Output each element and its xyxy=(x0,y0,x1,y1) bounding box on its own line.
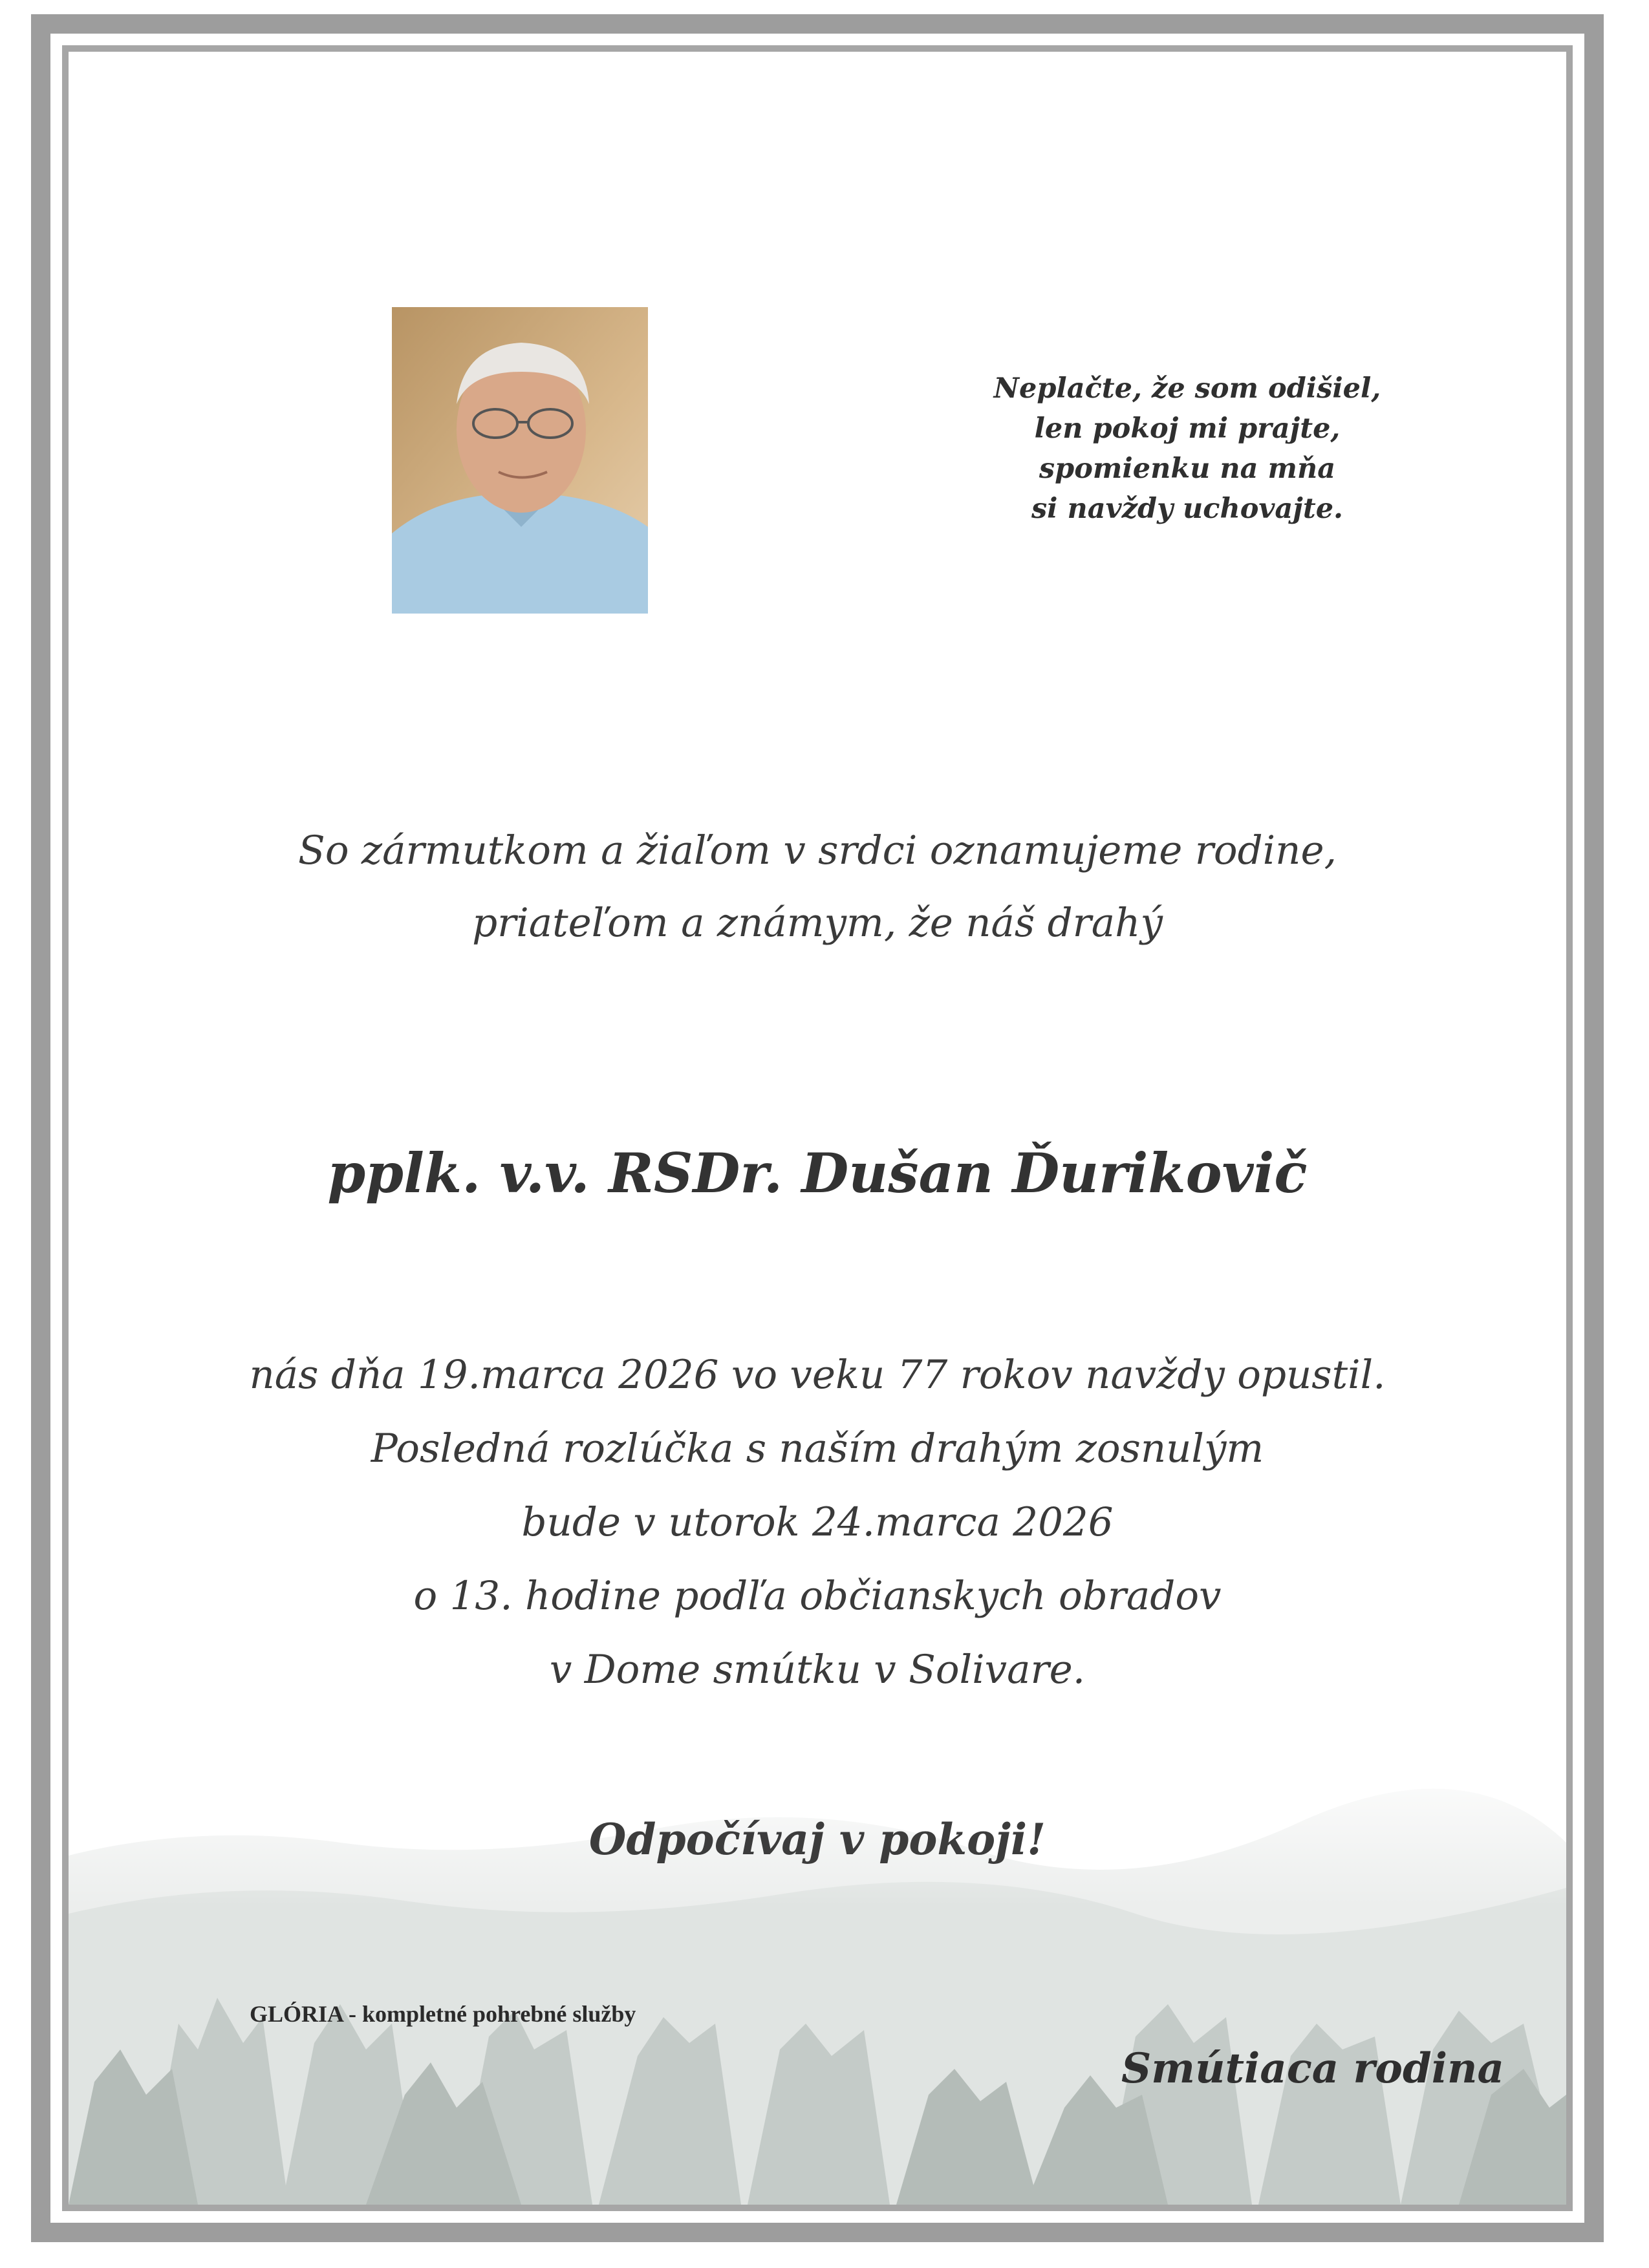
announcement-intro xyxy=(69,815,1566,959)
details-line: nás dňa 19.marca 2026 vo veku 77 rokov navždy opustil. xyxy=(249,1352,1386,1398)
memorial-quote xyxy=(909,369,1465,529)
details-line: Posledná rozlúčka s naším drahým zosnulým xyxy=(371,1426,1264,1471)
obituary-card xyxy=(69,52,1566,2205)
intro-line: priateľom a známym, že náš drahý xyxy=(472,900,1163,946)
funeral-service-company: GLÓRIA - kompletné pohrebné služby xyxy=(250,2001,636,2027)
portrait-photo xyxy=(392,307,648,614)
deceased-name: pplk. v.v. RSDr. Dušan Ďurikovič xyxy=(327,1141,1308,1205)
quote-line: spomienku na mňa xyxy=(1039,453,1336,485)
quote-line: Neplačte, že som odišiel, xyxy=(993,372,1381,405)
quote-line: si navždy uchovajte. xyxy=(1031,493,1344,525)
family-signature: Smútiaca rodina xyxy=(1121,2044,1504,2093)
intro-line: So zármutkom a žiaľom v srdci oznamujeme rodine, xyxy=(298,828,1337,873)
rest-in-peace: Odpočívaj v pokoji! xyxy=(588,1814,1046,1865)
funeral-details xyxy=(69,1338,1566,1707)
details-line: bude v utorok 24.marca 2026 xyxy=(521,1499,1114,1545)
details-line: o 13. hodine podľa občianskych obradov xyxy=(413,1573,1222,1619)
details-line: v Dome smútku v Solivare. xyxy=(549,1647,1086,1693)
quote-line: len pokoj mi prajte, xyxy=(1034,412,1341,445)
